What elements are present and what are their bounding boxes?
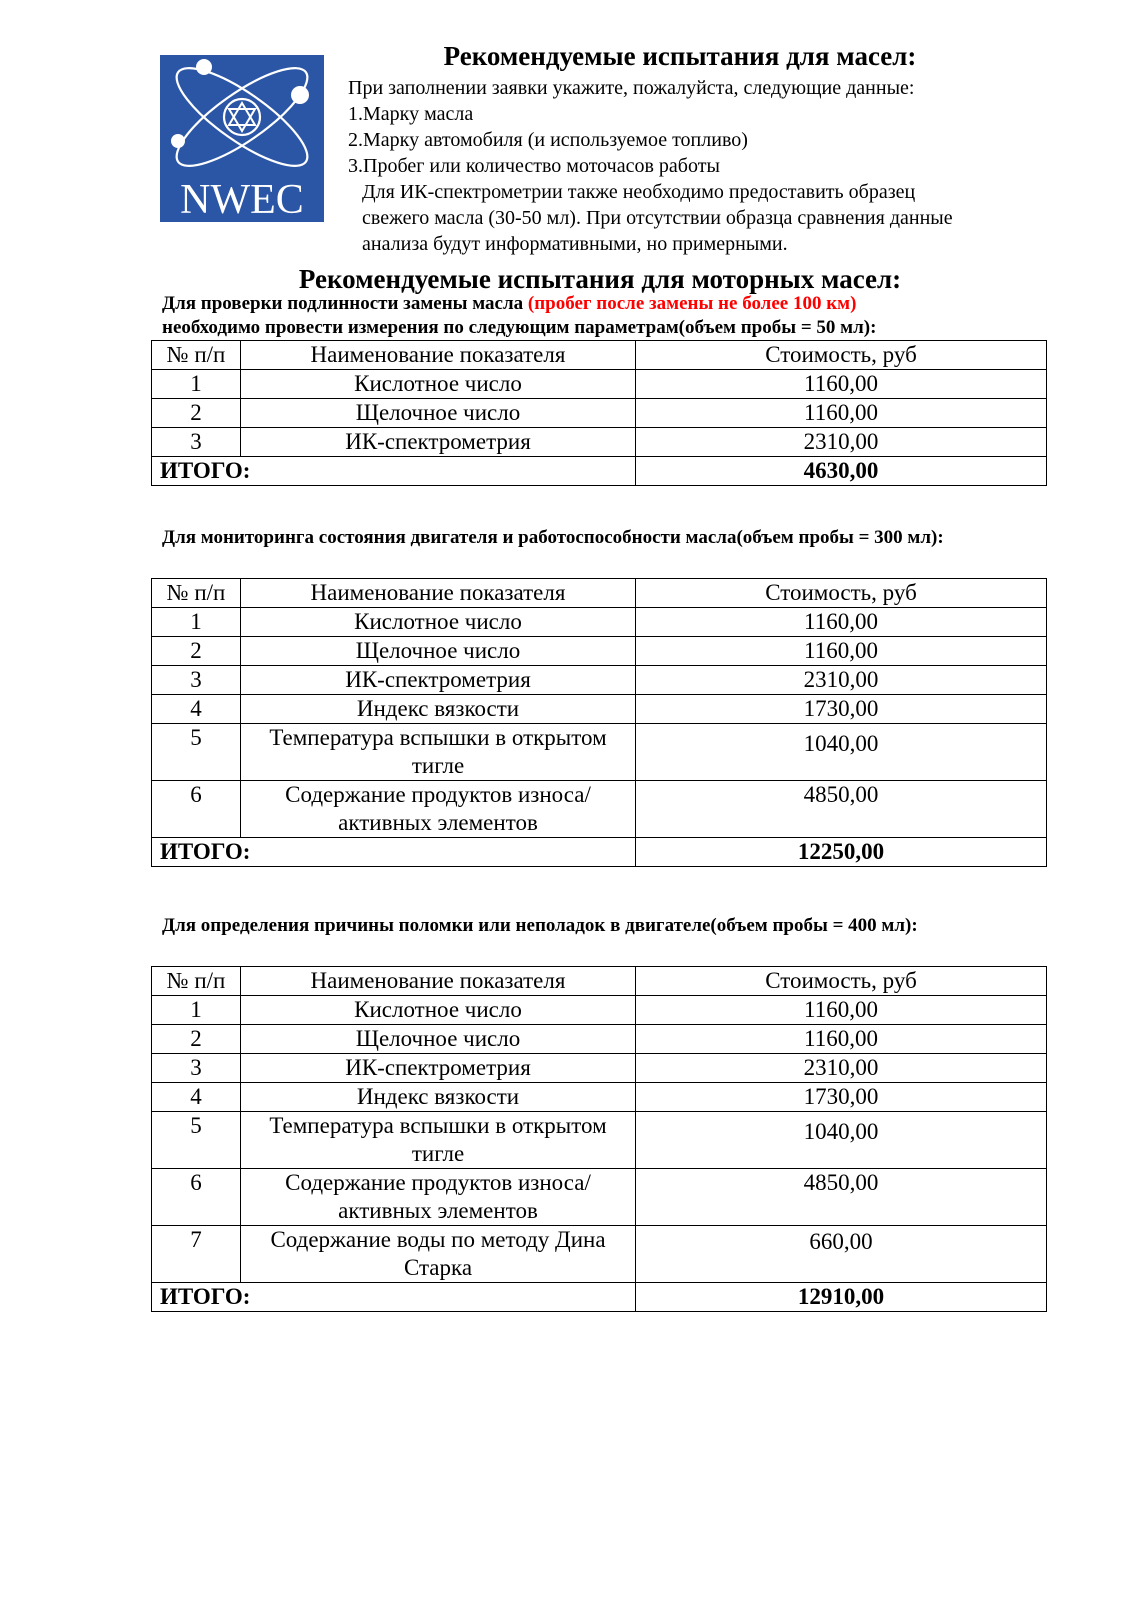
note-line: Для ИК-спектрометрии также необходимо предоставить образец xyxy=(362,181,916,203)
row-price: 1160,00 xyxy=(636,370,1047,399)
row-num: 1 xyxy=(152,608,241,637)
intro-line: При заполнении заявки укажите, пожалуйста, следующие данные: xyxy=(348,77,915,99)
col-header-price: Стоимость, руб xyxy=(636,341,1047,370)
row-num: 4 xyxy=(152,695,241,724)
row-num: 5 xyxy=(152,724,241,781)
row-price: 1160,00 xyxy=(636,399,1047,428)
intro-line: 3.Пробег или количество моточасов работы xyxy=(348,155,720,177)
table-row xyxy=(152,724,1047,781)
col-header-num: № п/п xyxy=(152,341,241,370)
row-price: 1160,00 xyxy=(636,1025,1047,1054)
table2-caption: Для мониторинга состояния двигателя и работоспособности масла(объем пробы = 300 мл): xyxy=(162,527,944,548)
row-num: 2 xyxy=(152,637,241,666)
col-header-num: № п/п xyxy=(152,967,241,996)
row-num: 5 xyxy=(152,1112,241,1169)
table-row xyxy=(152,666,1047,695)
intro-line: 1.Марку масла xyxy=(348,103,474,125)
row-num: 3 xyxy=(152,666,241,695)
row-num: 3 xyxy=(152,428,241,457)
total-row xyxy=(152,457,1047,486)
row-name: Щелочное число xyxy=(241,1025,636,1054)
table-row xyxy=(152,399,1047,428)
intro-block xyxy=(348,75,1048,257)
total-value: 12250,00 xyxy=(636,838,1047,867)
table1-caption-text: Для проверки подлинности замены масла xyxy=(162,293,528,314)
row-price: 1160,00 xyxy=(636,996,1047,1025)
row-name: Щелочное число xyxy=(241,637,636,666)
row-name: ИК-спектрометрия xyxy=(241,428,636,457)
col-header-name: Наименование показателя xyxy=(241,967,636,996)
table-row xyxy=(152,370,1047,399)
row-num: 1 xyxy=(152,996,241,1025)
row-price: 1730,00 xyxy=(636,695,1047,724)
row-name: Содержание воды по методу Дина Старка xyxy=(241,1226,636,1283)
table-row xyxy=(152,781,1047,838)
row-price: 4850,00 xyxy=(636,781,1047,838)
row-num: 6 xyxy=(152,1169,241,1226)
total-row xyxy=(152,838,1047,867)
row-name: Индекс вязкости xyxy=(241,695,636,724)
table-row xyxy=(152,1226,1047,1283)
col-header-price: Стоимость, руб xyxy=(636,579,1047,608)
row-num: 6 xyxy=(152,781,241,838)
row-name: Кислотное число xyxy=(241,370,636,399)
note-line: свежего масла (30-50 мл). При отсутствии образца сравнения данные xyxy=(362,207,953,229)
col-header-name: Наименование показателя xyxy=(241,579,636,608)
total-value: 4630,00 xyxy=(636,457,1047,486)
nwec-logo xyxy=(160,55,324,222)
row-name: Температура вспышки в открытом тигле xyxy=(241,724,636,781)
row-price: 1160,00 xyxy=(636,637,1047,666)
total-label: ИТОГО: xyxy=(152,457,636,486)
row-name: Щелочное число xyxy=(241,399,636,428)
total-value: 12910,00 xyxy=(636,1283,1047,1312)
row-price: 1040,00 xyxy=(636,724,1047,781)
row-price: 4850,00 xyxy=(636,1169,1047,1226)
row-name: Кислотное число xyxy=(241,608,636,637)
row-price: 1730,00 xyxy=(636,1083,1047,1112)
table1-caption-text-2: необходимо провести измерения по следующим параметрам(объем пробы = 50 мл): xyxy=(162,317,877,338)
col-header-num: № п/п xyxy=(152,579,241,608)
table2 xyxy=(151,578,1047,867)
row-name: Температура вспышки в открытом тигле xyxy=(241,1112,636,1169)
row-name: ИК-спектрометрия xyxy=(241,666,636,695)
table-header-row xyxy=(152,579,1047,608)
table1 xyxy=(151,340,1047,486)
col-header-price: Стоимость, руб xyxy=(636,967,1047,996)
table-row xyxy=(152,1054,1047,1083)
row-name: ИК-спектрометрия xyxy=(241,1054,636,1083)
row-price: 1160,00 xyxy=(636,608,1047,637)
logo-text: NWEC xyxy=(180,177,304,222)
table1-caption-highlight: (пробег после замены не более 100 км) xyxy=(527,293,857,314)
table-row xyxy=(152,695,1047,724)
row-price: 2310,00 xyxy=(636,666,1047,695)
note-line: анализа будут информативными, но примерными. xyxy=(362,233,788,255)
col-header-name: Наименование показателя xyxy=(241,341,636,370)
row-num: 2 xyxy=(152,1025,241,1054)
table3 xyxy=(151,966,1047,1312)
row-num: 7 xyxy=(152,1226,241,1283)
row-price: 660,00 xyxy=(636,1226,1047,1283)
section-title: Рекомендуемые испытания для моторных масел: xyxy=(298,264,902,294)
page-title: Рекомендуемые испытания для масел: xyxy=(443,41,917,71)
table3-caption: Для определения причины поломки или неполадок в двигателе(объем пробы = 400 мл): xyxy=(162,915,918,936)
total-label: ИТОГО: xyxy=(152,838,636,867)
row-price: 2310,00 xyxy=(636,428,1047,457)
total-row xyxy=(152,1283,1047,1312)
row-name: Кислотное число xyxy=(241,996,636,1025)
table-header-row xyxy=(152,967,1047,996)
row-name: Содержание продуктов износа/активных элементов xyxy=(241,1169,636,1226)
table-row xyxy=(152,1169,1047,1226)
total-label: ИТОГО: xyxy=(152,1283,636,1312)
row-num: 1 xyxy=(152,370,241,399)
row-num: 2 xyxy=(152,399,241,428)
table-row xyxy=(152,1112,1047,1169)
intro-line: 2.Марку автомобиля (и используемое топливо) xyxy=(348,129,748,151)
row-price: 1040,00 xyxy=(636,1112,1047,1169)
table-row xyxy=(152,1083,1047,1112)
table-row xyxy=(152,1025,1047,1054)
table-row xyxy=(152,428,1047,457)
row-name: Индекс вязкости xyxy=(241,1083,636,1112)
table-header-row xyxy=(152,341,1047,370)
row-num: 4 xyxy=(152,1083,241,1112)
table1-caption xyxy=(162,292,1042,340)
table-row xyxy=(152,637,1047,666)
row-price: 2310,00 xyxy=(636,1054,1047,1083)
row-name: Содержание продуктов износа/активных элементов xyxy=(241,781,636,838)
table-row xyxy=(152,608,1047,637)
table-row xyxy=(152,996,1047,1025)
row-num: 3 xyxy=(152,1054,241,1083)
